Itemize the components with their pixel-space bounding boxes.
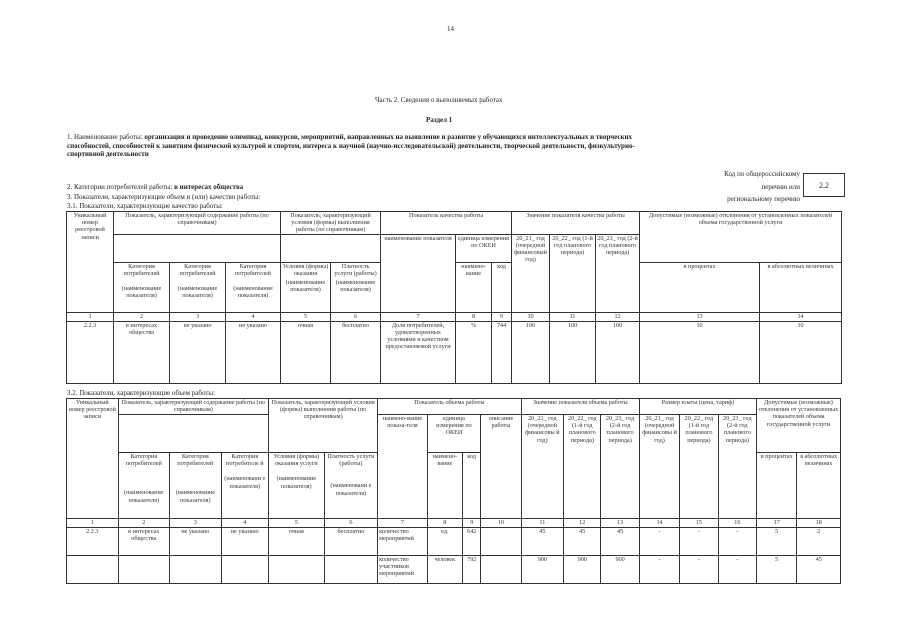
v-h-price: Размер платы (цена, тариф) bbox=[639, 399, 756, 415]
v-cell bbox=[324, 556, 378, 584]
v-cell: 45 bbox=[564, 528, 601, 556]
indicators-label: 3. Показатели, характеризующие объем и (или) качество работы: bbox=[67, 193, 261, 201]
q-cell: % bbox=[456, 321, 492, 383]
q-colnum: 13 bbox=[640, 312, 760, 321]
v-h-cat1: Категория потребителей (наименование показателя) bbox=[118, 453, 170, 519]
v-colnum: 2 bbox=[118, 519, 170, 528]
v-cell: - bbox=[680, 528, 718, 556]
v-cell: 900 bbox=[601, 556, 639, 584]
v-cell: 2.2.3 bbox=[67, 528, 119, 556]
v-colnum: 8 bbox=[427, 519, 462, 528]
v-cell: 900 bbox=[521, 556, 563, 584]
q-h-unit: единица измерения по ОКЕИ bbox=[456, 234, 512, 262]
q-h-abs: в абсолютных величинах bbox=[760, 262, 842, 312]
v-h-unit: единица измерения по ОКЕИ bbox=[427, 415, 481, 453]
v-colnum: 7 bbox=[378, 519, 428, 528]
q-colnum: 6 bbox=[331, 312, 381, 321]
q-h-quality: Показатель качества работы bbox=[381, 212, 512, 235]
q-cell: 10 bbox=[760, 321, 842, 383]
v-h-cond: Показатель, характеризующий условия (формы) выполнения работы (по справочникам) bbox=[269, 399, 378, 453]
v-h-abs: в абсолютных величинах bbox=[797, 453, 841, 519]
v-cell: - bbox=[718, 528, 756, 556]
v-cell: 5 bbox=[757, 528, 797, 556]
table-row bbox=[67, 556, 841, 584]
q-h-code: код bbox=[492, 262, 512, 312]
q-colnum: 9 bbox=[492, 312, 512, 321]
q-h-unit-name: наимено-вание bbox=[456, 262, 492, 312]
v-h-code: код bbox=[463, 453, 481, 519]
q-h-cat1: Категория потребителей (наименование показателя) bbox=[114, 262, 170, 312]
q-colnum: 11 bbox=[550, 312, 596, 321]
v-h-vals: Значение показателя объема работы bbox=[521, 399, 639, 415]
v-cell bbox=[170, 556, 222, 584]
v-h-dev: Допустимые (возможные) отклонения от установленных показателей объема государственной услуги bbox=[757, 399, 841, 453]
v-colnum: 17 bbox=[757, 519, 797, 528]
q-colnum: 3 bbox=[170, 312, 226, 321]
v-cell: - bbox=[639, 556, 679, 584]
q-cell: Доля потребителей, удовлетворенных условиями и качеством предоставляемой услуги bbox=[381, 321, 456, 383]
q-colnum: 4 bbox=[226, 312, 281, 321]
q-cell: бесплатно bbox=[331, 321, 381, 383]
v-h-name: наимено-вание показа-теля bbox=[378, 415, 428, 519]
v-cell: человек bbox=[427, 556, 462, 584]
v-h-p3: 20_23_ год (2-й год планового периода) bbox=[718, 415, 756, 519]
v-colnum: 15 bbox=[680, 519, 718, 528]
v-h-reg: Уникальный номер реестровой записи bbox=[67, 399, 119, 519]
v-colnum: 16 bbox=[718, 519, 756, 528]
q-h-name: наименование показателя bbox=[381, 234, 456, 312]
q-h-y2: 20_22_ год (1-й год планового периода) bbox=[550, 234, 596, 312]
q-h-y3: 20_23_ год (2-й год планового периода) bbox=[596, 234, 640, 312]
v-cell: 642 bbox=[463, 528, 481, 556]
q-h-values: Значение показателя качества работы bbox=[512, 212, 640, 235]
v-cell: количество участников мероприятий bbox=[378, 556, 428, 584]
v-cell bbox=[67, 556, 119, 584]
consumers bbox=[67, 183, 243, 192]
q-colnum: 12 bbox=[596, 312, 640, 321]
q-h-cat3: Категория потребителей (наименование показателя) bbox=[226, 262, 281, 312]
v-cell: 5 bbox=[757, 556, 797, 584]
v-cell: очная bbox=[269, 528, 325, 556]
v-h-cat3: Категория потребителе й (наименовани е показателя) bbox=[221, 453, 269, 519]
v-colnum: 18 bbox=[797, 519, 841, 528]
v-cell bbox=[481, 556, 521, 584]
volume-table bbox=[66, 398, 841, 584]
v-cell: - bbox=[718, 556, 756, 584]
v-h-y3: 20_23_ год (2-й год планового периода) bbox=[601, 415, 639, 519]
v-cell: 900 bbox=[564, 556, 601, 584]
quality-table bbox=[66, 211, 842, 384]
v-cell: не указано bbox=[221, 528, 269, 556]
q-cell: 744 bbox=[492, 321, 512, 383]
v-h-p2: 20_22_ год (1-й год планового периода) bbox=[680, 415, 718, 519]
q-h-content-blank bbox=[114, 234, 281, 262]
v-cell bbox=[118, 556, 170, 584]
v-h-pay: Платность услуги (работы) (наименовани е показателя) bbox=[324, 453, 378, 519]
q-cell: 2.2.3 bbox=[67, 321, 114, 383]
v-cell bbox=[221, 556, 269, 584]
v-h-y2: 20_22_ год (1-й год планового периода) bbox=[564, 415, 601, 519]
v-cell: - bbox=[680, 556, 718, 584]
v-colnum: 13 bbox=[601, 519, 639, 528]
section-title: Раздел 1 bbox=[426, 116, 453, 124]
q-h-y1: 20_21_ год (очередной финансовый год) bbox=[512, 234, 550, 312]
q-cell: не указано bbox=[170, 321, 226, 383]
v-cell: - bbox=[639, 528, 679, 556]
q-colnum: 1 bbox=[67, 312, 114, 321]
work-name bbox=[67, 133, 657, 159]
q-colnum: 5 bbox=[281, 312, 331, 321]
code-label-line3: региональному перечню bbox=[727, 195, 800, 203]
v-cell: 45 bbox=[797, 556, 841, 584]
v-colnum: 1 bbox=[67, 519, 119, 528]
v-cell: 45 bbox=[521, 528, 563, 556]
v-h-content-blank bbox=[118, 415, 269, 453]
q-h-form: Условия (формы) оказания (наименование показателя) bbox=[281, 262, 331, 312]
q-cell: 100 bbox=[550, 321, 596, 383]
v-h-p1: 20_21_ год (очередной финансовы й год) bbox=[639, 415, 679, 519]
q-cell: 100 bbox=[512, 321, 550, 383]
volume-title: 3.2. Показатели, характеризующие объем работы: bbox=[67, 389, 216, 397]
v-h-percent: в процентах bbox=[757, 453, 797, 519]
part-title: Часть 2. Сведения о выполняемых работах bbox=[375, 96, 503, 104]
page-number: 14 bbox=[447, 25, 454, 33]
q-cell: 10 bbox=[640, 321, 760, 383]
v-colnum: 11 bbox=[521, 519, 563, 528]
v-h-content: Показатель, характеризующий содержание работы (по справочникам) bbox=[118, 399, 269, 415]
v-cell: 792 bbox=[463, 556, 481, 584]
quality-title: 3.1. Показатели, характеризующие качество работы: bbox=[67, 202, 223, 210]
v-cell: 45 bbox=[601, 528, 639, 556]
v-h-form: Условия (формы) оказания услуги (наименование показателя) bbox=[269, 453, 325, 519]
q-h-percent: в процентах bbox=[640, 262, 760, 312]
v-cell: бесплатно bbox=[324, 528, 378, 556]
q-cell: очная bbox=[281, 321, 331, 383]
v-colnum: 9 bbox=[463, 519, 481, 528]
q-cell: 100 bbox=[596, 321, 640, 383]
v-cell: 2 bbox=[797, 528, 841, 556]
v-cell bbox=[269, 556, 325, 584]
q-colnum: 8 bbox=[456, 312, 492, 321]
v-colnum: 6 bbox=[324, 519, 378, 528]
v-colnum: 4 bbox=[221, 519, 269, 528]
work-value: организация и проведение олимпиад, конкурсов, мероприятий, направленных на выявление и развитие у обучающихся интеллектуальных и творческих способностей, способностей к занятиям физической культурой и спортом, интереса к научной (научно-исследовательской) деятельности, творческой деятельности, физкультурно-спортивной деятельности bbox=[67, 133, 635, 158]
v-h-desc: описание работы bbox=[481, 415, 521, 519]
q-colnum: 2 bbox=[114, 312, 170, 321]
q-h-cond: Показатель, характеризующий условия (формы) выполнения работы (по справочникам) bbox=[281, 212, 381, 235]
code-label-line2: перечню или bbox=[761, 182, 800, 191]
q-colnum: 10 bbox=[512, 312, 550, 321]
q-h-content: Показатель, характеризующий содержание работы (по справочникам) bbox=[114, 212, 281, 235]
q-h-cat2: Категория потребителей (наименование показателя) bbox=[170, 262, 226, 312]
code-label bbox=[700, 170, 800, 204]
q-h-pay: Платность услуги (работы) (наименование показателя) bbox=[331, 262, 381, 312]
v-colnum: 14 bbox=[639, 519, 679, 528]
v-h-cat2: Категория потребителей (наименование показателя) bbox=[170, 453, 222, 519]
q-h-cond-blank bbox=[281, 234, 381, 262]
q-cell: в интересах общества bbox=[114, 321, 170, 383]
v-h-y1: 20_21_ год (очередной финансовы й год) bbox=[521, 415, 563, 519]
q-colnum: 7 bbox=[381, 312, 456, 321]
code-value: 2.2 bbox=[819, 180, 829, 190]
q-h-reg: Уникальный номер реестровой записи bbox=[67, 212, 114, 313]
work-label: 1. Наименование работы: bbox=[67, 133, 143, 141]
v-h-vol: Показатель объема работы bbox=[378, 399, 521, 415]
consumers-label: 2. Категории потребителей работы: bbox=[67, 183, 173, 191]
code-box bbox=[803, 173, 845, 197]
q-h-dev: Допустимые (возможные) отклонения от установленных показателей объема государственной услуги bbox=[640, 212, 842, 263]
v-colnum: 5 bbox=[269, 519, 325, 528]
table-row bbox=[67, 321, 842, 383]
consumers-value: в интересах общества bbox=[174, 183, 244, 191]
v-colnum: 10 bbox=[481, 519, 521, 528]
v-colnum: 12 bbox=[564, 519, 601, 528]
q-colnum: 14 bbox=[760, 312, 842, 321]
table-row bbox=[67, 528, 841, 556]
v-cell: не указано bbox=[170, 528, 222, 556]
v-cell: в интересах общества bbox=[118, 528, 170, 556]
code-label-line1: Код по общероссийскому bbox=[724, 170, 800, 178]
v-h-unit-name: наимено-вание bbox=[427, 453, 462, 519]
v-colnum: 3 bbox=[170, 519, 222, 528]
q-cell: не указано bbox=[226, 321, 281, 383]
v-cell bbox=[481, 528, 521, 556]
v-cell: количество мероприятий bbox=[378, 528, 428, 556]
v-cell: ед. bbox=[427, 528, 462, 556]
